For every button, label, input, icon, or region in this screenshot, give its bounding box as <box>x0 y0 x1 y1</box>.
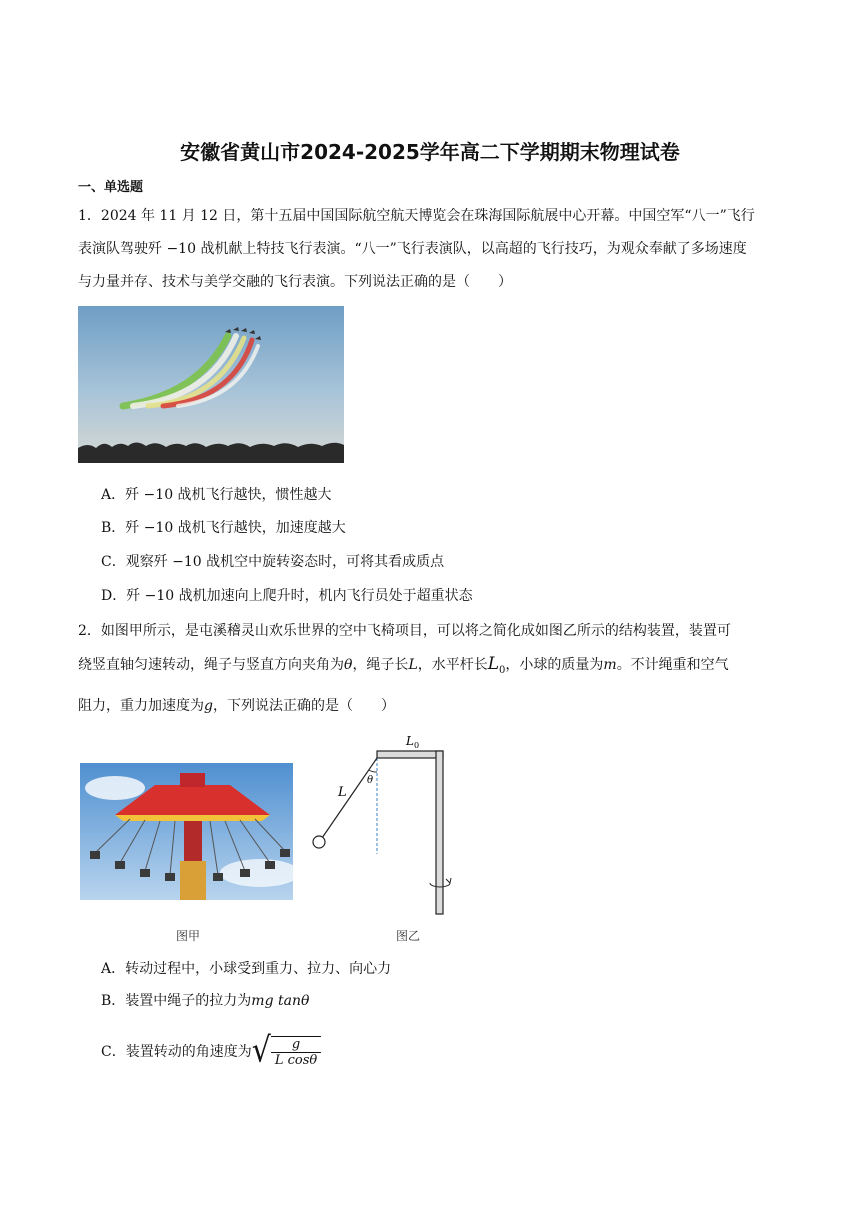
section-heading: 一、单选题 <box>78 180 144 195</box>
angle-arc <box>369 770 377 772</box>
structure-diagram <box>305 728 465 918</box>
rope-length-label: L <box>338 785 347 800</box>
theta-symbol: θ <box>344 657 353 673</box>
q1-line-2: 表演队驾驶歼 −10 战机献上特技飞行表演。“八一”飞行表演队，以高超的飞行技巧，为观众奉献了多场速度 <box>78 241 747 257</box>
q1-option-b: B．歼 −10 战机飞行越快，加速度越大 <box>101 520 346 536</box>
q2-option-b-text: B．装置中绳子的拉力为 <box>101 993 252 1009</box>
q1-option-d: D．歼 −10 战机加速向上爬升时，机内飞行员处于超重状态 <box>101 588 473 604</box>
horizontal-rod <box>377 751 443 758</box>
swing-ride-photo <box>80 763 293 900</box>
q2-option-b <box>101 990 309 1010</box>
rod-length-symbol: L <box>487 654 500 674</box>
q2-line-3 <box>78 695 395 715</box>
q2-line-3-text-a: 阻力，重力加速度为 <box>78 698 204 714</box>
q1-line-3: 与力量并存、技术与美学交融的飞行表演。下列说法正确的是（ ） <box>78 274 512 290</box>
q1-option-a: A．歼 −10 战机飞行越快，惯性越大 <box>101 487 332 503</box>
swing-ride-image <box>80 763 293 900</box>
formula-denominator: L cosθ <box>274 1053 318 1068</box>
airshow-image <box>78 306 344 463</box>
q2-option-c <box>101 1032 321 1070</box>
airshow-photo <box>78 306 344 463</box>
figure-b-caption: 图乙 <box>396 929 421 943</box>
q2-line-3-text-b: ，下列说法正确的是（ ） <box>212 698 395 714</box>
sqrt-formula: √ $\frac{g}{\text{L cosθ}}$ <box>252 1032 322 1070</box>
vertical-post <box>436 751 443 914</box>
q2-line-1: 2．如图甲所示，是屯溪稽灵山欢乐世界的空中飞椅项目，可以将之简化成如图乙所示的结构装置，装置可 <box>78 623 731 639</box>
q2-line-2 <box>78 654 729 676</box>
formula-numerator: g <box>271 1037 321 1053</box>
rod-length-label: $L_0$ <box>406 734 420 750</box>
q2-line-2-text-e: 。不计绳重和空气 <box>616 657 729 673</box>
q2-line-2-text-d: ，小球的质量为 <box>505 657 604 673</box>
angle-label: θ <box>367 775 374 786</box>
q1-option-c: C．观察歼 −10 战机空中旋转姿态时，可将其看成质点 <box>101 554 445 570</box>
q2-line-2-text-b: ，绳子长 <box>352 657 409 673</box>
q2-line-2-text-c: ，水平杆长 <box>417 657 488 673</box>
ball <box>313 836 325 848</box>
q2-option-c-text: C．装置转动的角速度为 <box>101 1044 252 1060</box>
page-title: 安徽省黄山市2024-2025学年高二下学期期末物理试卷 <box>180 140 680 164</box>
q2-option-b-formula: mg tanθ <box>251 993 310 1009</box>
q2-option-a: A．转动过程中，小球受到重力、拉力、向心力 <box>101 961 392 977</box>
rope-length-symbol: L <box>408 657 418 673</box>
q2-line-2-text-a: 绕竖直轴匀速转动，绳子与竖直方向夹角为 <box>78 657 344 673</box>
gravity-symbol: g <box>204 698 213 714</box>
rod-length-subscript: 0 <box>499 664 506 676</box>
rope <box>322 758 377 838</box>
mass-symbol: m <box>603 657 617 673</box>
q1-line-1: 1．2024 年 11 月 12 日，第十五届中国国际航空航天博览会在珠海国际航展中心开幕。中国空军“八一”飞行 <box>78 208 755 224</box>
figure-a-caption: 图甲 <box>176 929 201 943</box>
